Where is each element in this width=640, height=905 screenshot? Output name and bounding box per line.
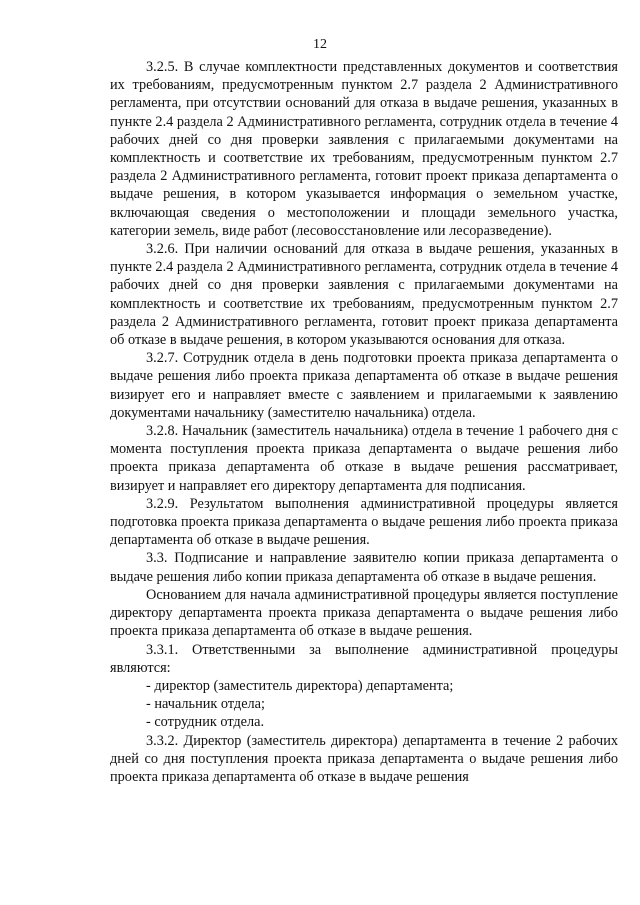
paragraph-3-3-1: 3.3.1. Ответственными за выполнение административной процедуры являются: <box>110 641 618 676</box>
paragraph-basis: Основанием для начала административной процедуры является поступление директору департамента проекта приказа департамента о выдаче решения либо проекта приказа департамента об отказе в выдаче решения. <box>110 586 618 640</box>
document-body <box>110 58 618 786</box>
paragraph-3-3-2: 3.3.2. Директор (заместитель директора) департамента в течение 2 рабочих дней со дня поступления проекта приказа департамента о выдаче решения либо проекта приказа департамента об отказе в выдаче решения <box>110 732 618 785</box>
paragraph-3-2-8: 3.2.8. Начальник (заместитель начальника) отдела в течение 1 рабочего дня с момента поступления проекта приказа департамента о выдаче решения либо проекта приказа департамента об отказе в выдаче решения рассматривает, визирует и направляет его директору департамента для подписания. <box>110 423 618 494</box>
list-item: - директор (заместитель директора) департамента; <box>146 677 454 694</box>
list-item: - сотрудник отдела. <box>146 714 265 731</box>
paragraph-3-2-9: 3.2.9. Результатом выполнения административной процедуры является подготовка проекта приказа департамента о выдаче решения либо проекта приказа департамента об отказе в выдаче решения. <box>110 495 618 549</box>
page-number: 12 <box>313 37 327 52</box>
paragraph-3-2-5: 3.2.5. В случае комплектности представленных документов и соответствия их требованиям, предусмотренным пунктом 2.7 раздела 2 Административного регламента, при отсутствии оснований для отказа в выдаче решения, указанных в пункте 2.4 раздела 2 Административного регламента, сотрудник отдела в течение 4 рабочих дней со дня проверки заявления с прилагаемыми документами на комплектность и соответствие их требованиям, предусмотренным пунктом 2.7 раздела 2 Административного регламента, готовит проект приказа департамента о выдаче решения, в котором указывается информация о земельном участке, включающая сведения о местоположении и площади земельного участка, категории земель, виде работ (лесовосстановление или лесоразведение). <box>110 59 618 239</box>
paragraph-3-3: 3.3. Подписание и направление заявителю копии приказа департамента о выдаче решения либо копии приказа департамента об отказе в выдаче решения. <box>110 550 618 585</box>
paragraph-3-2-7: 3.2.7. Сотрудник отдела в день подготовки проекта приказа департамента о выдаче решения либо проекта приказа департамента об отказе в выдаче решения визирует его и направляет вместе с заявлением и прилагаемыми к заявлению документами начальнику (заместителю начальника) отдела. <box>110 350 618 421</box>
list-item: - начальник отдела; <box>146 696 265 713</box>
paragraph-3-2-6: 3.2.6. При наличии оснований для отказа в выдаче решения, указанных в пункте 2.4 раздела 2 Административного регламента, сотрудник отдела в течение 4 рабочих дней со дня проверки заявления с прилагаемыми документами на комплектность и соответствие их требованиям, предусмотренным пунктом 2.7 раздела 2 Административного регламента, готовит проект приказа департамента об отказе в выдаче решения, в котором указываются основания для отказа. <box>110 241 618 349</box>
